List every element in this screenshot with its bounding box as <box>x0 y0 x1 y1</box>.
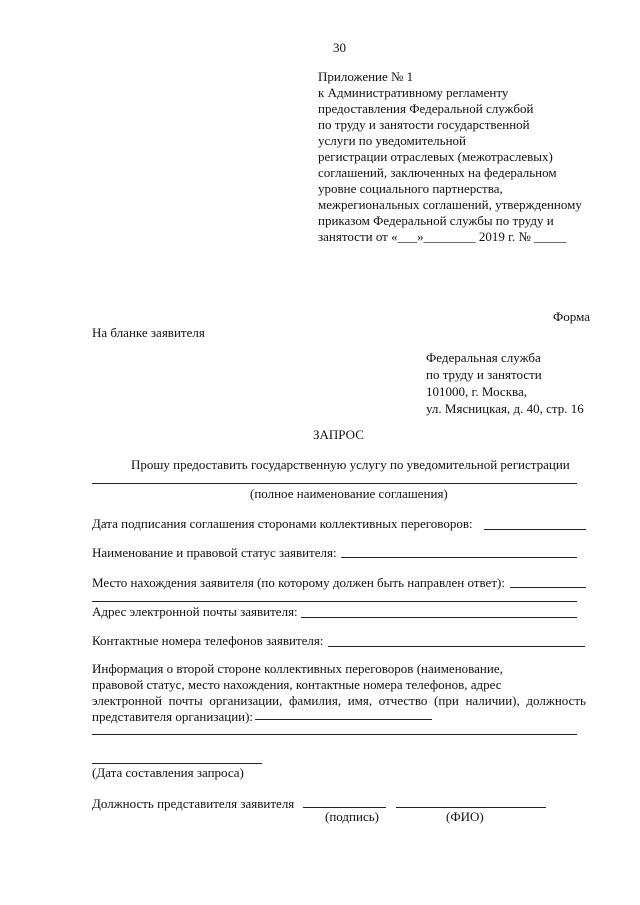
appendix-line: занятости от «___»________ 2019 г. № _____ <box>318 229 567 244</box>
appendix-line: Приложение № 1 <box>318 69 414 84</box>
applicant-name-line[interactable] <box>341 557 577 558</box>
agreement-name-caption: (полное наименование соглашения) <box>250 486 448 501</box>
applicant-location-label: Место нахождения заявителя (по которому должен быть направлен ответ): <box>92 575 505 590</box>
signature-caption: (подпись) <box>325 809 379 824</box>
appendix-line: соглашений, заключенных на федеральном <box>318 165 557 180</box>
second-party-line: представителя организации): <box>92 709 254 724</box>
applicant-location-line-2[interactable] <box>92 601 577 602</box>
appendix-line: услуги по уведомительной <box>318 133 466 148</box>
appendix-line: предоставления Федеральной службой <box>318 101 534 116</box>
recipient-line: ул. Мясницкая, д. 40, стр. 16 <box>426 401 584 416</box>
second-party-line-input[interactable] <box>255 719 432 720</box>
applicant-name-label: Наименование и правовой статус заявителя: <box>92 545 337 560</box>
letterhead-note: На бланке заявителя <box>92 325 205 340</box>
recipient-line: Федеральная служба <box>426 350 541 365</box>
page-number: 30 <box>333 40 346 55</box>
position-label: Должность представителя заявителя <box>92 796 295 811</box>
appendix-header <box>318 69 582 245</box>
document-title: ЗАПРОС <box>313 427 364 442</box>
form-label: Форма <box>553 309 590 324</box>
request-intro: Прошу предоставить государственную услугу по уведомительной регистрации <box>131 457 570 472</box>
recipient-line: по труду и занятости <box>426 367 542 382</box>
appendix-line: к Административному регламенту <box>318 85 509 100</box>
signature-line[interactable] <box>303 807 386 808</box>
appendix-line: регистрации отраслевых (межотраслевых) <box>318 149 553 164</box>
second-party-line: Информация о второй стороне коллективных переговоров (наименование, <box>92 661 503 676</box>
applicant-phones-label: Контактные номера телефонов заявителя: <box>92 633 324 648</box>
request-date-line[interactable] <box>92 763 262 764</box>
request-date-caption: (Дата составления запроса) <box>92 765 244 780</box>
second-party-line: правовой статус, место нахождения, контактные номера телефонов, адрес <box>92 677 502 692</box>
recipient-address <box>426 349 584 417</box>
appendix-line: приказом Федеральной службы по труду и <box>318 213 554 228</box>
applicant-email-label: Адрес электронной почты заявителя: <box>92 604 298 619</box>
applicant-location-line[interactable] <box>510 587 586 588</box>
applicant-email-line[interactable] <box>301 617 577 618</box>
second-party-info <box>92 661 586 725</box>
fio-line[interactable] <box>396 807 546 808</box>
appendix-line: по труду и занятости государственной <box>318 117 530 132</box>
signing-date-line[interactable] <box>484 529 586 530</box>
second-party-line: электронной почты организации, фамилия, имя, отчество (при наличии), должность <box>92 693 586 708</box>
appendix-line: уровне социального партнерства, <box>318 181 503 196</box>
second-party-line-input-2[interactable] <box>92 734 577 735</box>
agreement-name-line[interactable] <box>92 483 577 484</box>
signing-date-label: Дата подписания соглашения сторонами коллективных переговоров: <box>92 516 473 531</box>
fio-caption: (ФИО) <box>446 809 484 824</box>
appendix-line: межрегиональных соглашений, утвержденному <box>318 197 582 212</box>
recipient-line: 101000, г. Москва, <box>426 384 527 399</box>
applicant-phones-line[interactable] <box>328 646 585 647</box>
